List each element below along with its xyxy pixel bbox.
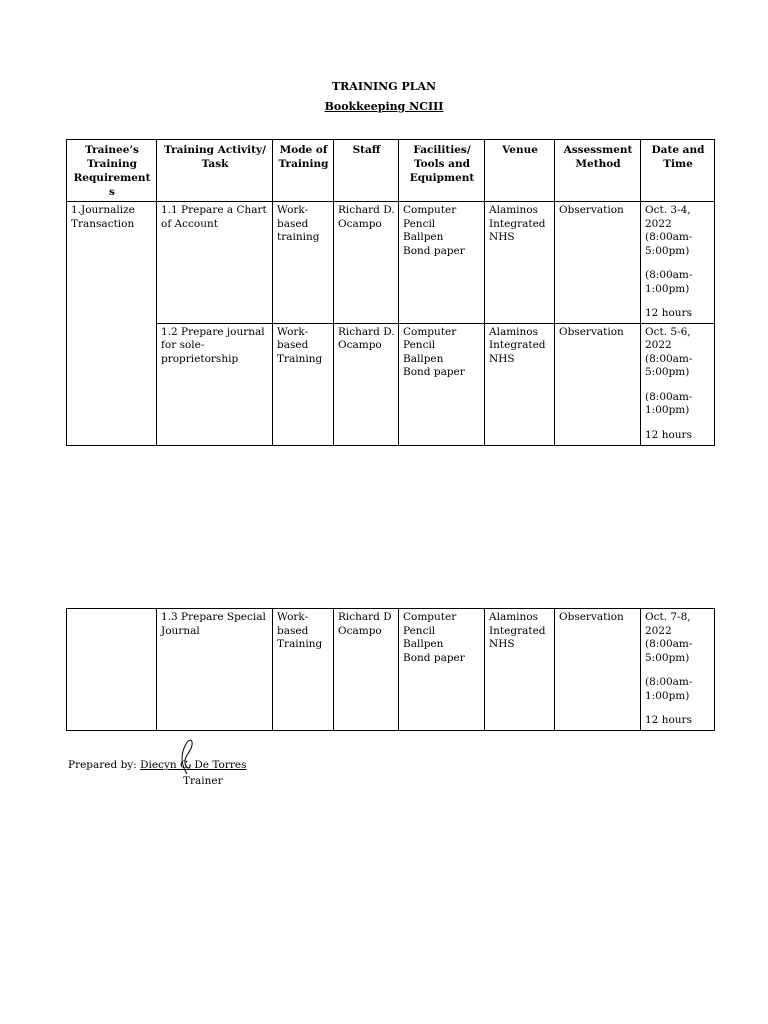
hours-text: 12 hours (645, 307, 692, 319)
mode-cell: Work-based Training (273, 323, 334, 445)
hours-text: 12 hours (645, 428, 692, 441)
document-title: TRAINING PLAN (331, 80, 437, 93)
facility-item: Computer (403, 325, 457, 338)
activity-cell: 1.2 Prepare journal for sole-proprietorship (157, 323, 273, 445)
assessment-cell: Observation (555, 202, 641, 324)
time-text: (8:00am-5:00pm) (645, 352, 693, 378)
trainer-name: Diecyn C. De Torres (140, 759, 247, 771)
staff-cell: Richard D. Ocampo (334, 323, 399, 445)
facilities-cell (399, 323, 485, 445)
venue-cell: Alaminos Integrated NHS (485, 202, 555, 324)
facility-item: Ballpen (403, 352, 444, 365)
venue-cell: Alaminos Integrated NHS (485, 609, 555, 731)
prepared-by-label: Prepared by: (68, 759, 141, 771)
column-header: Staff (334, 140, 399, 202)
date-text: Oct. 5-6, 2022 (645, 325, 691, 351)
time-text: (8:00am-5:00pm) (645, 638, 693, 664)
time-text: (8:00am-1:00pm) (645, 390, 693, 416)
facility-item: Pencil (403, 217, 436, 230)
facilities-cell (399, 202, 485, 324)
table-row (67, 202, 715, 324)
training-plan-table-continued (66, 608, 715, 731)
facility-item: Bond paper (403, 244, 465, 257)
mode-cell: Work-based training (273, 202, 334, 324)
date-text: Oct. 7-8, 2022 (645, 611, 691, 637)
trainer-role: Trainer (183, 775, 223, 787)
facility-item: Ballpen (403, 231, 444, 243)
column-header: Assessment Method (555, 140, 641, 202)
activity-cell: 1.1 Prepare a Chart of Account (157, 202, 273, 324)
assessment-cell: Observation (555, 609, 641, 731)
table-row (67, 323, 715, 445)
date-text: Oct. 3-4, 2022 (645, 204, 691, 230)
table-row (67, 609, 715, 731)
column-header: Trainee’s Training Requirements (67, 140, 157, 202)
table-header-row (67, 140, 715, 202)
training-plan-table (66, 139, 715, 446)
assessment-cell: Observation (555, 323, 641, 445)
activity-cell: 1.3 Prepare Special Journal (157, 609, 273, 731)
time-text: (8:00am-1:00pm) (645, 269, 693, 295)
facility-item: Computer (403, 611, 457, 623)
date-time-cell (641, 323, 715, 445)
staff-cell: Richard D Ocampo (334, 609, 399, 731)
document-subtitle: Bookkeeping NCIII (324, 100, 444, 113)
staff-cell: Richard D. Ocampo (334, 202, 399, 324)
column-header: Training Activity/ Task (157, 140, 273, 202)
facility-item: Ballpen (403, 638, 444, 650)
prepared-by-line (68, 759, 246, 771)
column-header: Venue (485, 140, 555, 202)
facility-item: Pencil (403, 339, 436, 351)
date-time-cell (641, 202, 715, 324)
facilities-cell (399, 609, 485, 731)
time-text: (8:00am-1:00pm) (645, 676, 693, 702)
facility-item: Pencil (403, 624, 436, 637)
column-header: Mode of Training (273, 140, 334, 202)
requirement-cell (67, 609, 157, 731)
facility-item: Bond paper (403, 651, 465, 664)
column-header: Date and Time (641, 140, 715, 202)
hours-text: 12 hours (645, 714, 692, 726)
date-time-cell (641, 609, 715, 731)
facility-item: Computer (403, 204, 457, 216)
requirement-cell: 1.Journalize Transaction (67, 202, 157, 446)
mode-cell: Work-based Training (273, 609, 334, 731)
time-text: (8:00am-5:00pm) (645, 231, 693, 257)
column-header: Facilities/ Tools and Equipment (399, 140, 485, 202)
venue-cell: Alaminos Integrated NHS (485, 323, 555, 445)
facility-item: Bond paper (403, 366, 465, 378)
